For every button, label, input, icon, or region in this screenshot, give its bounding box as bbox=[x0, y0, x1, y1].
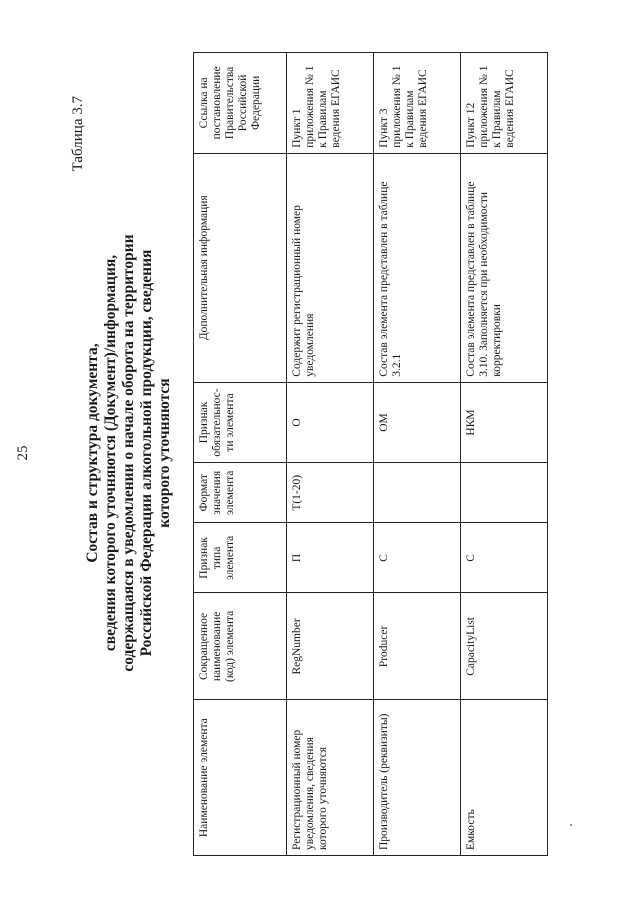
title-line: содержащаяся в уведомлении о начале оборота на территории bbox=[120, 234, 137, 672]
table-cell: Производитель (реквизиты) bbox=[374, 700, 461, 856]
page-number: 25 bbox=[15, 445, 31, 461]
table-cell: Состав элемента представлен в таблице 3.10. Заполняется при необходимости корректировки bbox=[461, 153, 548, 382]
table-cell: НКМ bbox=[461, 382, 548, 463]
table-cell: Емкость bbox=[461, 700, 548, 856]
table-cell: С bbox=[374, 523, 461, 593]
title-line: сведения которого уточняются (Документ)/информация, bbox=[102, 254, 119, 652]
header-cell: Формат значения элемента bbox=[194, 463, 287, 523]
table-cell: Producer bbox=[374, 593, 461, 700]
header-cell: Признак обязательнос-ти элемента bbox=[194, 382, 287, 463]
table-label: Таблица 3.7 bbox=[70, 96, 86, 172]
table-row bbox=[287, 53, 374, 856]
table-cell: Регистрационный номер уведомления, сведения которого уточняются bbox=[287, 700, 374, 856]
title-line: Состав и структура документа, bbox=[84, 343, 101, 563]
table-header-row bbox=[194, 53, 287, 856]
table-cell: RegNumber bbox=[287, 593, 374, 700]
table-cell: Состав элемента представлен в таблице 3.2.1 bbox=[374, 153, 461, 382]
header-cell: Ссылка на постановление Правительства Российской Федерации bbox=[194, 53, 287, 154]
scan-speck bbox=[570, 824, 572, 826]
table-cell: Пункт 1 приложения № 1 к Правилам ведения ЕГАИС bbox=[287, 53, 374, 154]
table-cell: Пункт 12 приложения № 1 к Правилам ведения ЕГАИС bbox=[461, 53, 548, 154]
header-cell: Сокращенное наименование (код) элемента bbox=[194, 593, 287, 700]
table-cell: П bbox=[287, 523, 374, 593]
table-cell: Содержит регистрационный номер уведомления bbox=[287, 153, 374, 382]
element-structure-table bbox=[193, 52, 548, 856]
table-cell: О bbox=[287, 382, 374, 463]
table-cell: Пункт 3 приложения № 1 к Правилам ведения ЕГАИС bbox=[374, 53, 461, 154]
document-title bbox=[84, 140, 174, 766]
title-line: Российской Федерации алкогольной продукции, сведения bbox=[138, 249, 155, 657]
header-cell: Наименование элемента bbox=[194, 700, 287, 856]
table-row bbox=[374, 53, 461, 856]
table-cell: ОМ bbox=[374, 382, 461, 463]
table-row bbox=[461, 53, 548, 856]
header-cell: Признак типа элемента bbox=[194, 523, 287, 593]
header-cell: Дополнительная информация bbox=[194, 153, 287, 382]
table-cell bbox=[374, 463, 461, 523]
table-cell: T(1-20) bbox=[287, 463, 374, 523]
table-cell: С bbox=[461, 523, 548, 593]
table-cell: CapacityList bbox=[461, 593, 548, 700]
table-cell bbox=[461, 463, 548, 523]
title-line: которого уточняются bbox=[156, 378, 173, 528]
